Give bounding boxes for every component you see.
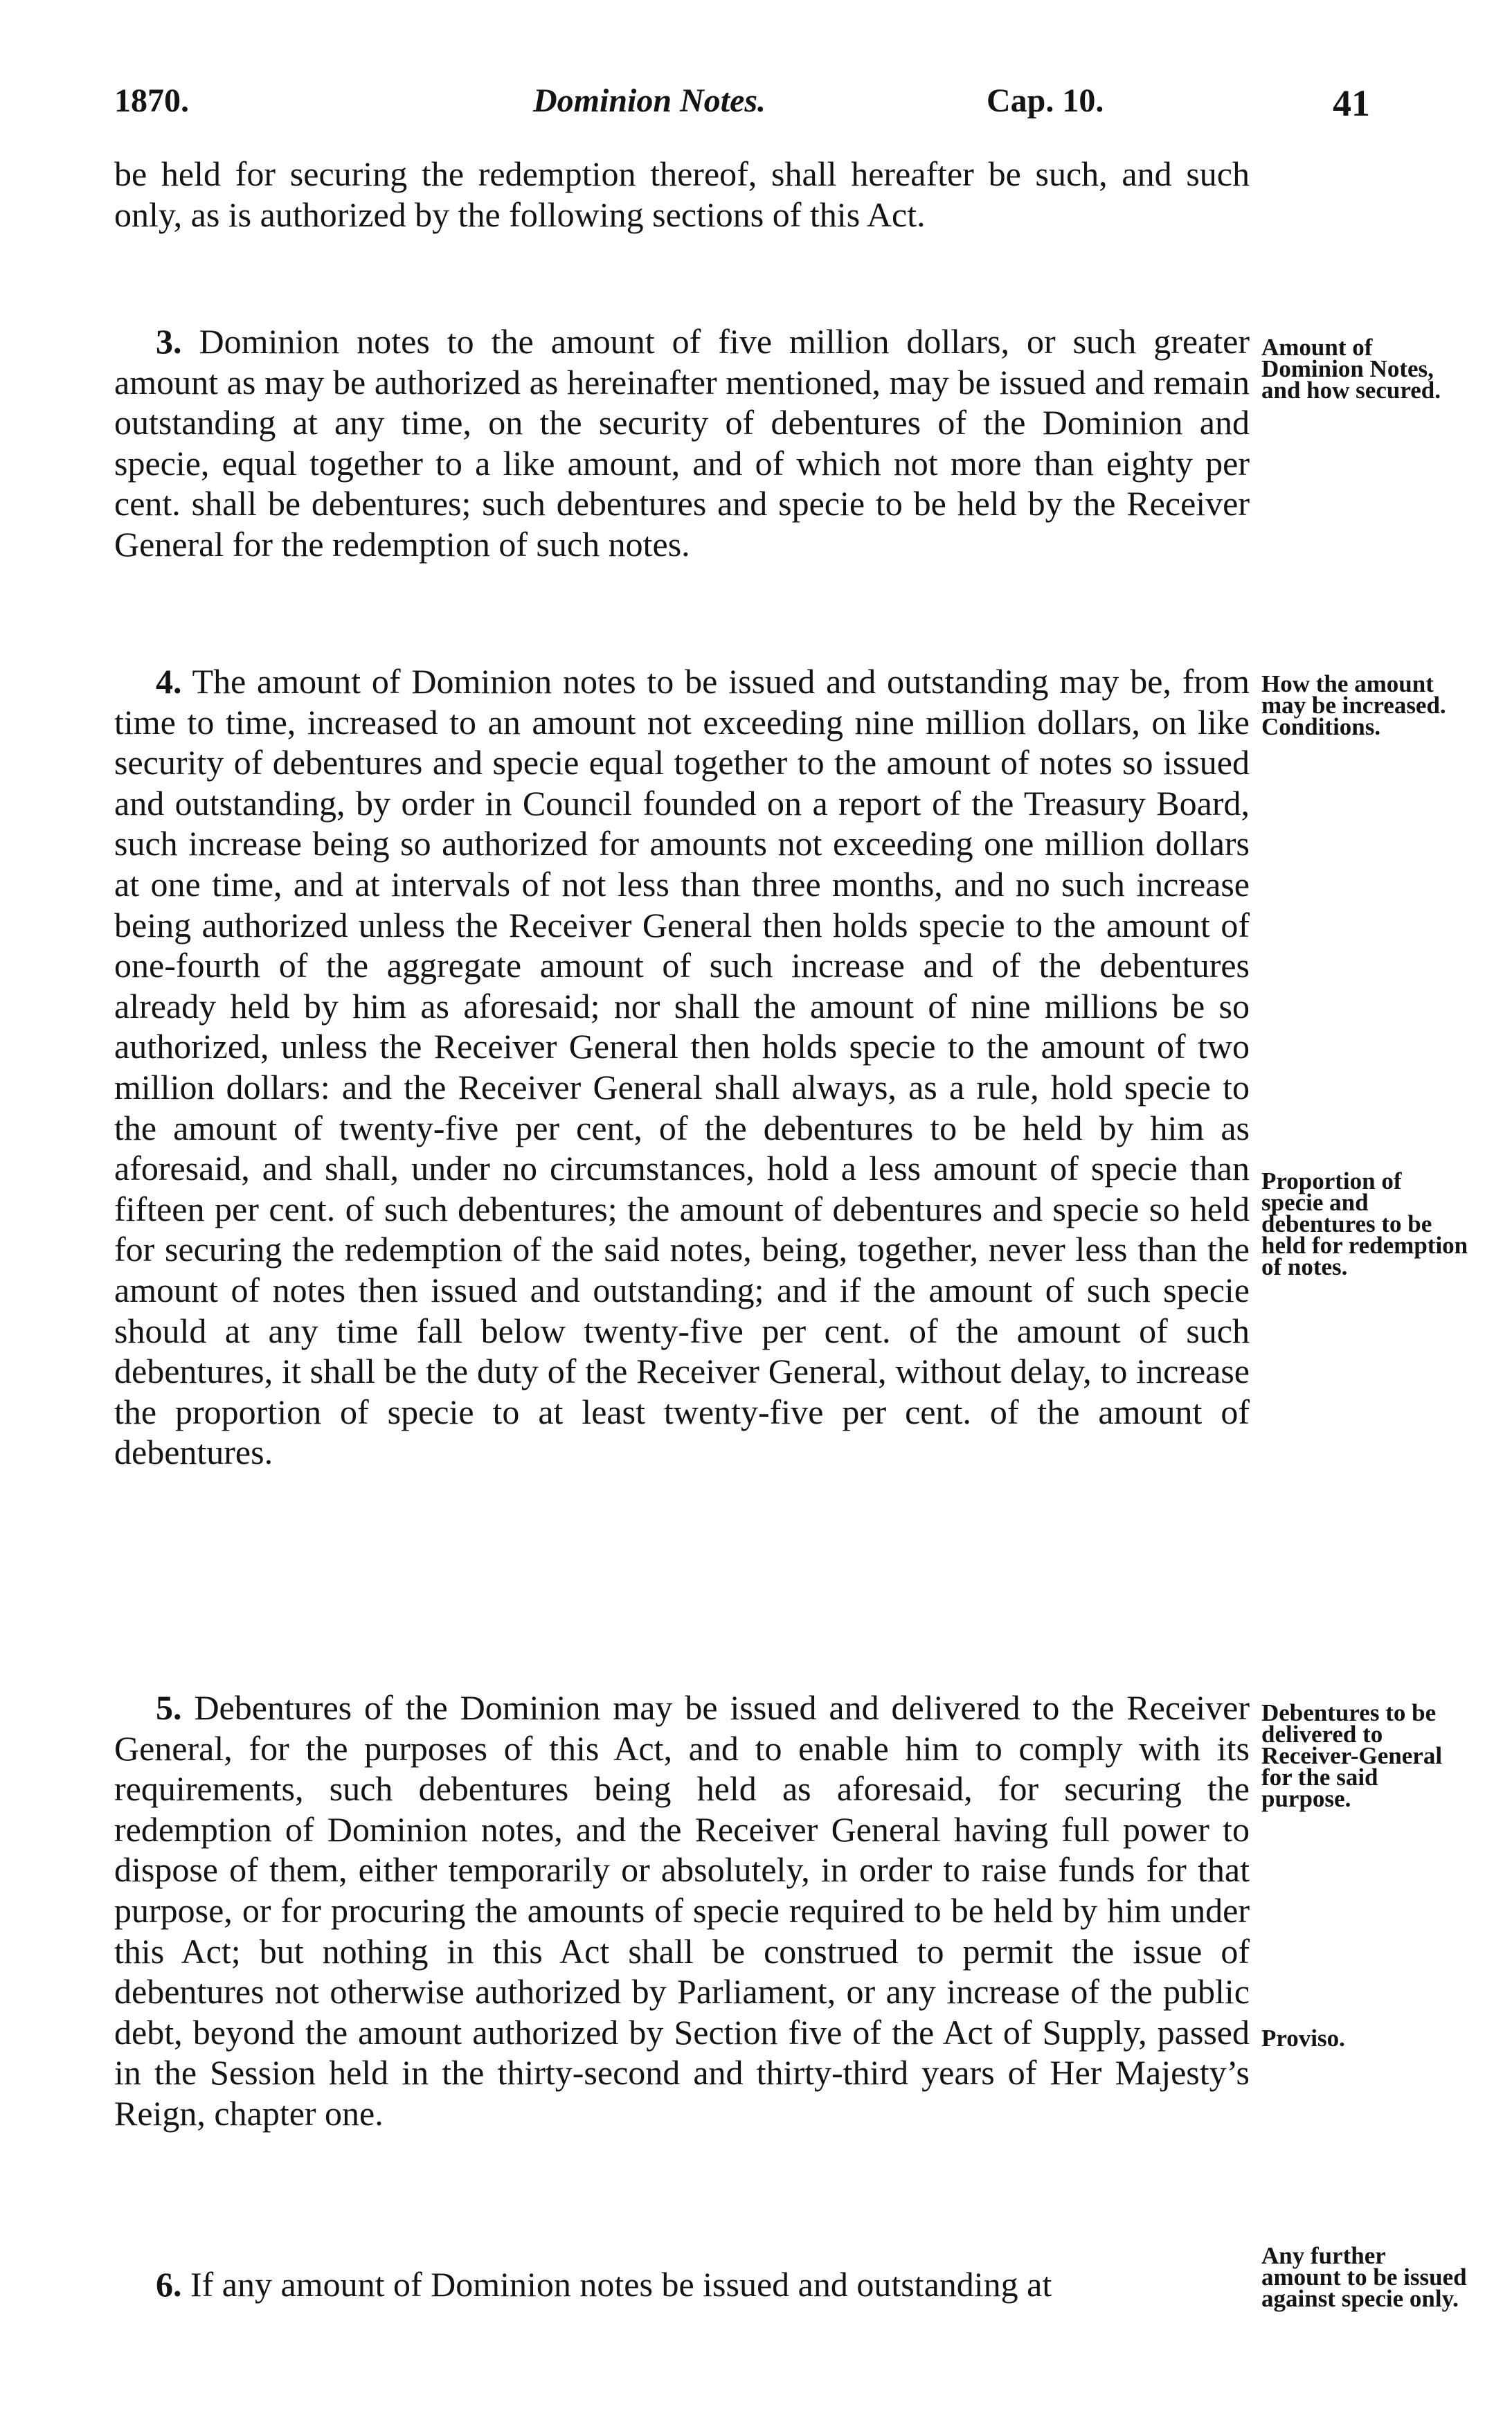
marginal-note-proviso: Proviso. (1261, 2025, 1345, 2052)
header-chapter: Cap. 10. (987, 82, 1104, 119)
marginal-note-debentures-delivered: Debentures to be delivered to Receiver-General for the said purpose. (1261, 1699, 1443, 1812)
section-4-text: The amount of Dominion notes to be issued and outstanding may be, from time to time, increased to an amount not exceeding nine million dollars, on like security of debentures and specie equal together to the amount of notes so issued and outstanding, by order in Council founded on a report of the Treasury Board, such increase being so authorized for amounts not exceeding one million dollars at one time, and at intervals of not less than three months, and no such increase being authorized unless the Receiver General then holds specie to the amount of one-fourth of the aggregate amount of such increase and of the debentures already held by him as aforesaid; nor shall the amount of nine millions be so authorized, unless the Receiver General then holds specie to the amount of two million dollars: and the Receiver General shall always, as a rule, hold specie to the amount of twenty-five per cent, of the debentures to be held by him as aforesaid, and shall, under no circumstances, hold a less amount of specie than fifteen per cent. of such debentures; the amount of debentures and specie so held for securing the redemption of the said notes, being, together, never less than the amount of notes then issued and outstanding; and if the amount of such specie should at any time fall below twenty-five per cent. of the amount of such debentures, it shall be the duty of the Receiver General, without delay, to increase the proportion of specie to at least twenty-five per cent. of the amount of debentures. (114, 662, 1250, 1472)
section-6 (114, 2264, 1250, 2305)
section-5-text: Debentures of the Dominion may be issued and delivered to the Receiver General, for the purposes of this Act, and to enable him to comply with its requirements, such debentures being held as aforesaid, for securing the redemption of Dominion notes, and the Receiver General having full power to dispose of them, either temporarily or absolutely, in order to raise funds for that purpose, or for procuring the amounts of specie required to be held by him under this Act; but nothing in this Act shall be construed to permit the issue of debentures not otherwise authorized by Parliament, or any increase of the public debt, beyond the amount authorized by Section five of the Act of Supply, passed in the Session held in the thirty-second and thirty-third years of Her Majesty’s Reign, chapter one. (114, 1688, 1250, 2133)
section-3-number: 3. (156, 322, 182, 361)
header-year: 1870. (114, 82, 189, 119)
marginal-note-proportion-specie: Proportion of specie and debentures to be held for redemption of notes. (1261, 1167, 1468, 1280)
section-6-text: If any amount of Dominion notes be issued and outstanding at (190, 2265, 1052, 2304)
marginal-note-further-amount: Any further amount to be issued against specie only. (1261, 2242, 1467, 2312)
section-5-number: 5. (156, 1688, 182, 1727)
section-3-text: Dominion notes to the amount of five million dollars, or such greater amount as may be authorized as hereinafter mentioned, may be issued and remain outstanding at any time, on the security of debentures of the Dominion and specie, equal together to a like amount, and of which not more than eighty per cent. shall be debentures; such debentures and specie to be held by the Receiver General for the redemption of such notes. (114, 322, 1250, 564)
paragraph-intro: be held for securing the redemption thereof, shall hereafter be such, and such only, as is authorized by the following sections of this Act. (114, 154, 1250, 234)
marginal-note-increase-conditions: How the amount may be increased. Conditions. (1261, 670, 1446, 740)
header-title: Dominion Notes. (533, 82, 766, 119)
section-4-number: 4. (156, 662, 182, 701)
section-6-number: 6. (156, 2265, 182, 2304)
section-5 (114, 1687, 1250, 2134)
running-header (114, 82, 1430, 137)
section-4 (114, 661, 1250, 1473)
marginal-note-amount-secured: Amount of Dominion Notes, and how secured. (1261, 334, 1441, 404)
section-3 (114, 321, 1250, 565)
page-number: 41 (1333, 82, 1370, 124)
